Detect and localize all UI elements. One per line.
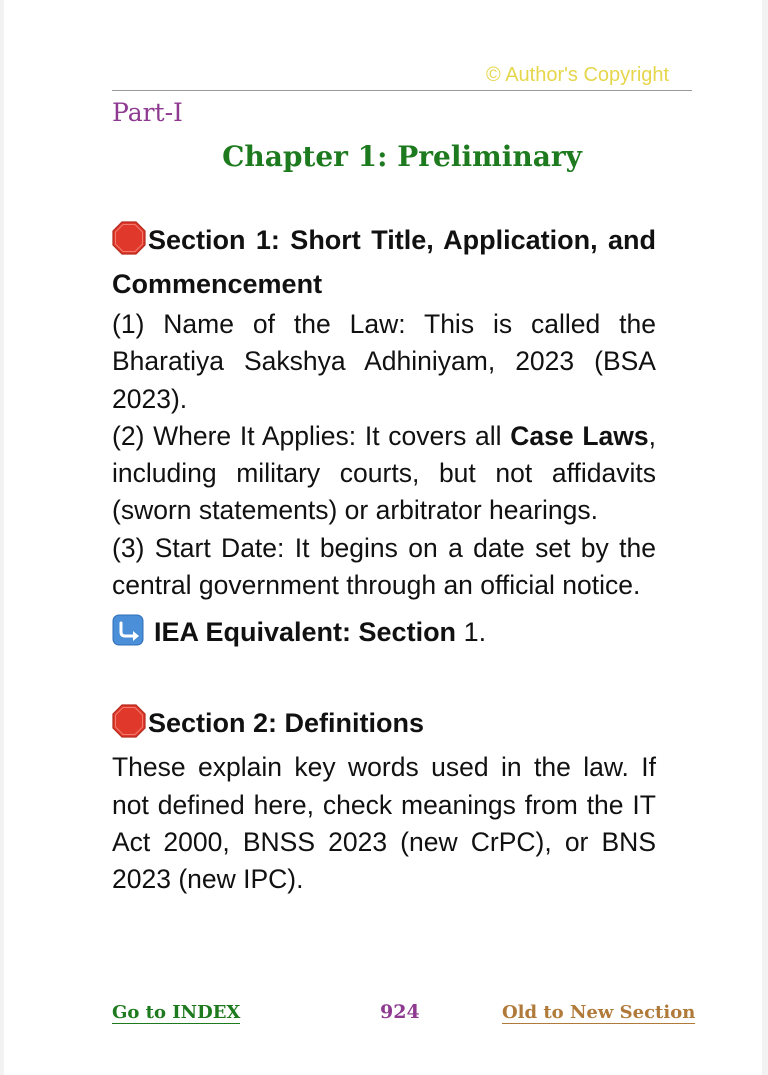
main-content — [112, 218, 656, 899]
part-label: Part-I — [112, 98, 183, 127]
header-divider — [112, 90, 692, 91]
go-to-index-link[interactable]: Go to INDEX — [112, 1002, 241, 1023]
document-page — [4, 0, 762, 1075]
stop-sign-icon — [112, 221, 146, 255]
section-1-clause-1: (1) Name of the Law: This is called the Bharatiya Sakshya Adhiniyam, 2023 (BSA 2023). — [112, 309, 656, 414]
section-1 — [112, 218, 656, 650]
old-to-new-section-link[interactable]: Old to New Section — [502, 1002, 696, 1023]
section-2-body: These explain key words used in the law. If not defined here, check meanings from the IT Act 2000, BNSS 2023 (new CrPC), or BNS 2023 (new IPC). — [112, 752, 656, 895]
section-1-clause-3: (3) Start Date: It begins on a date set by the central government through an official notice. — [112, 532, 656, 601]
page-number: 924 — [380, 1001, 420, 1023]
section-1-heading — [112, 218, 656, 306]
copyright-notice: © Author's Copyright — [486, 64, 670, 86]
iea-equivalent — [112, 614, 656, 650]
iea-value: 1. — [456, 617, 487, 648]
case-laws-bold: Case Laws — [510, 420, 649, 451]
section-1-heading-text: Section 1: Short Title, Application, and Commencement — [112, 225, 656, 299]
stop-sign-icon — [112, 704, 146, 738]
chapter-title: Chapter 1: Preliminary — [222, 140, 582, 173]
iea-label: IEA Equivalent: Section — [154, 617, 457, 648]
section-2-heading — [112, 704, 656, 741]
clause-2-text: (2) Where It Applies: It covers all — [112, 420, 511, 451]
section-2 — [112, 704, 656, 898]
section-2-heading-text: Section 2: Definitions — [148, 708, 425, 739]
clause-2-text-continued: , including military courts, but not affidavits (sworn statements) or arbitrator hearings. — [112, 420, 656, 526]
section-1-clause-2 — [112, 418, 656, 530]
return-arrow-icon — [112, 614, 144, 646]
